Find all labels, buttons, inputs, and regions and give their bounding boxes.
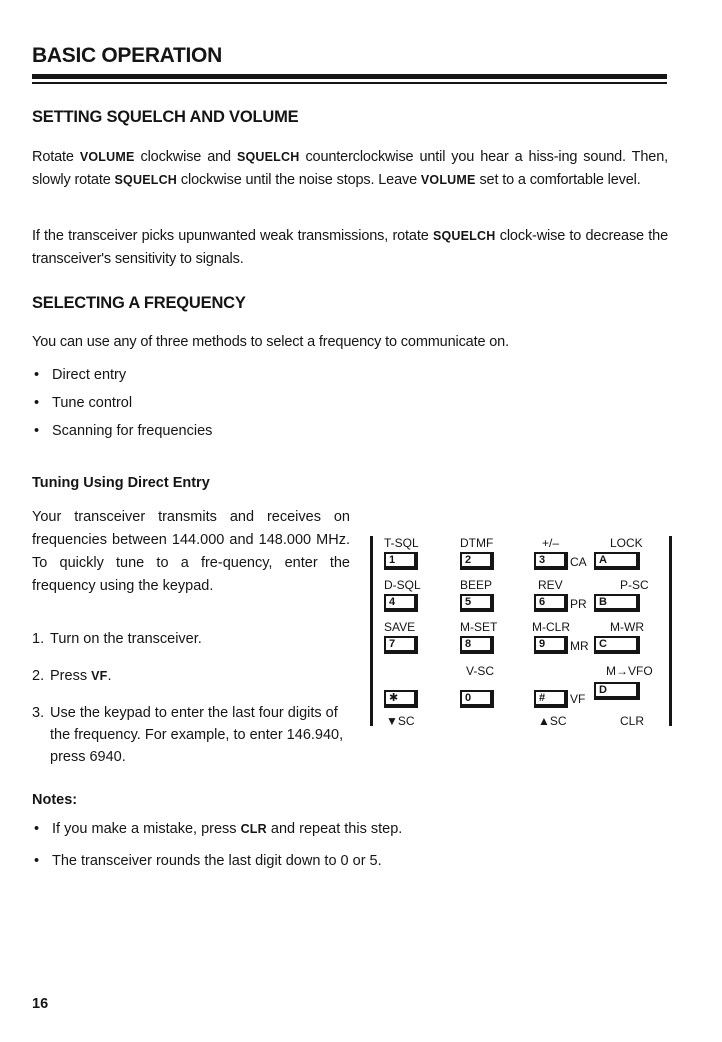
- squelch-keyword: SQUELCH: [114, 173, 178, 187]
- key-c: C: [594, 636, 640, 654]
- list-item: • Scanning for frequencies: [32, 423, 212, 439]
- key-4: 4: [384, 594, 418, 612]
- section-heading-frequency: SELECTING A FREQUENCY: [32, 294, 246, 312]
- key-1: 1: [384, 552, 418, 570]
- page-title: BASIC OPERATION: [32, 44, 222, 67]
- keypad-label: DTMF: [460, 536, 494, 550]
- key-8: 8: [460, 636, 494, 654]
- volume-keyword: VOLUME: [420, 173, 476, 187]
- keypad-label: M-CLR: [532, 620, 570, 634]
- keypad-label: +/–: [542, 536, 560, 550]
- title-rule-thick: [32, 74, 667, 79]
- keypad-label: P-SC: [620, 578, 649, 592]
- list-item: • Direct entry: [32, 367, 212, 383]
- keypad-side-label: CA: [570, 555, 587, 569]
- keypad-label: REV: [538, 578, 563, 592]
- key-star: ✱: [384, 690, 418, 708]
- key-hash: #: [534, 690, 568, 708]
- section-heading-squelch: SETTING SQUELCH AND VOLUME: [32, 108, 299, 126]
- keypad-label: ▼SC: [386, 714, 415, 728]
- page-number: 16: [32, 996, 49, 1012]
- key-a: A: [594, 552, 640, 570]
- key-0: 0: [460, 690, 494, 708]
- keypad-diagram: [370, 530, 672, 730]
- key-b: B: [594, 594, 640, 612]
- direct-entry-column: [32, 506, 350, 598]
- keypad-label: D-SQL: [384, 578, 421, 592]
- volume-keyword: VOLUME: [79, 150, 135, 164]
- keypad-label: M-SET: [460, 620, 498, 634]
- key-d: D: [594, 682, 640, 700]
- method-list: [32, 367, 212, 439]
- key-7: 7: [384, 636, 418, 654]
- clr-keyword: CLR: [240, 822, 267, 836]
- direct-entry-paragraph: Your transceiver transmits and receives on frequencies between 144.000 and 148.000 MHz. To quickly tune to a fre-quency, enter the frequency using the keypad.: [32, 509, 350, 594]
- step-item: 3. Use the keypad to enter the last four digits of the frequency. For example, to enter 146.940, press 6940.: [32, 705, 344, 765]
- key-9: 9: [534, 636, 568, 654]
- key-3: 3: [534, 552, 568, 570]
- keypad-label: M→VFO: [606, 664, 653, 678]
- keypad-label: SAVE: [384, 620, 416, 634]
- keypad-label: T-SQL: [384, 536, 419, 550]
- vf-keyword: VF: [91, 669, 108, 683]
- keypad-label: LOCK: [610, 536, 643, 550]
- keypad-label: M-WR: [610, 620, 644, 634]
- frequency-intro: You can use any of three methods to select a frequency to communicate on.: [32, 334, 509, 350]
- notes-heading: Notes:: [32, 792, 78, 808]
- keypad-border-right: [669, 536, 672, 726]
- key-5: 5: [460, 594, 494, 612]
- keypad-side-label: PR: [570, 597, 587, 611]
- step-item: 1. Turn on the transceiver.: [32, 631, 202, 647]
- subsection-heading-direct-entry: Tuning Using Direct Entry: [32, 475, 210, 491]
- keypad-border-left: [370, 536, 373, 726]
- list-item: • Tune control: [32, 395, 212, 411]
- key-6: 6: [534, 594, 568, 612]
- step-item: 2. Press VF.: [32, 668, 112, 684]
- keypad-label: BEEP: [460, 578, 493, 592]
- squelch-paragraph-1: Rotate VOLUME clockwise and SQUELCH counterclockwise until you hear a hiss-ing sound. Then, slowly rotate SQUELCH clockwise until the noise stops. Leave VOLUME set to a comfortable level.: [32, 149, 668, 188]
- squelch-keyword: SQUELCH: [236, 150, 300, 164]
- step-list: [32, 628, 352, 768]
- keypad-label: CLR: [620, 714, 645, 728]
- title-rule-thin: [32, 82, 667, 84]
- key-2: 2: [460, 552, 494, 570]
- notes-list: [32, 821, 402, 869]
- keypad-label: ▲SC: [538, 714, 567, 728]
- squelch-paragraph-2: If the transceiver picks upunwanted weak transmissions, rotate SQUELCH clock-wise to decrease the transceiver's sensitivity to signals.: [32, 228, 668, 267]
- keypad-side-label: VF: [570, 692, 586, 706]
- keypad-side-label: MR: [570, 639, 589, 653]
- list-item: • The transceiver rounds the last digit down to 0 or 5.: [32, 853, 402, 869]
- keypad-label: V-SC: [466, 664, 495, 678]
- list-item: • If you make a mistake, press CLR and repeat this step.: [32, 821, 402, 837]
- squelch-keyword: SQUELCH: [432, 229, 496, 243]
